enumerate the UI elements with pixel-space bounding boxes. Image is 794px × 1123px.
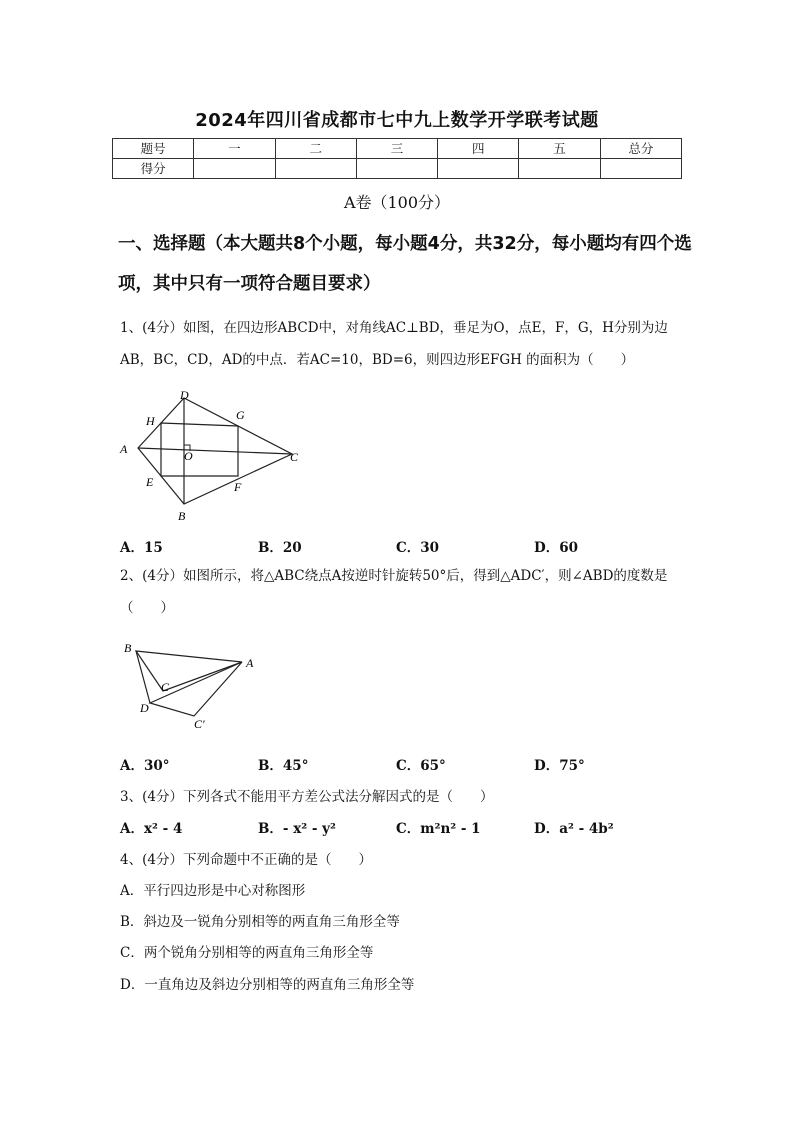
q1-option-c: C．30 — [396, 540, 440, 556]
score-cell — [194, 159, 275, 179]
q4-option-c: C．两个锐角分别相等的两直角三角形全等 — [120, 945, 374, 961]
q2-label-d: D — [140, 701, 149, 715]
score-header-cell: 四 — [438, 139, 519, 159]
score-header-cell: 五 — [519, 139, 600, 159]
question-2-figure — [116, 636, 276, 736]
score-cell — [438, 159, 519, 179]
score-table-header-row — [113, 139, 682, 159]
question-4-text: 4、(4分）下列命题中不正确的是（ ） — [120, 852, 372, 868]
document-title: 2024年四川省成都市七中九上数学开学联考试题 — [195, 110, 599, 131]
score-cell — [275, 159, 356, 179]
q1-label-d: D — [180, 388, 189, 402]
q2-option-a: A．30° — [120, 758, 170, 774]
q1-option-b: B．20 — [258, 540, 302, 556]
section-heading: 一、选择题（本大题共8个小题，每小题4分，共32分，每小题均有四个选项，其中只有一项符合题目要求） — [118, 234, 692, 294]
q4-option-d: D．一直角边及斜边分别相等的两直角三角形全等 — [120, 977, 415, 993]
q2-label-c-prime: C′ — [194, 717, 205, 731]
q1-label-a: A — [120, 442, 128, 456]
score-cell — [600, 159, 681, 179]
q1-label-b: B — [178, 509, 186, 523]
score-cell — [519, 159, 600, 179]
score-table-score-row — [113, 159, 682, 179]
q1-label-o: O — [184, 449, 193, 463]
q1-option-d: D．60 — [534, 540, 578, 556]
score-header-cell: 总分 — [600, 139, 681, 159]
score-table — [112, 138, 682, 179]
score-cell — [356, 159, 437, 179]
q3-option-c: C．m²n² - 1 — [396, 821, 481, 837]
q4-option-b: B．斜边及一锐角分别相等的两直角三角形全等 — [120, 914, 400, 930]
q1-option-a: A．15 — [120, 540, 163, 556]
q1-label-c: C — [290, 450, 299, 464]
q2-label-c: C — [161, 680, 170, 694]
q3-option-d: D．a² - 4b² — [534, 821, 614, 837]
score-header-cell: 一 — [194, 139, 275, 159]
score-header-cell: 题号 — [113, 139, 194, 159]
q2-option-c: C．65° — [396, 758, 446, 774]
question-1-figure — [112, 384, 312, 524]
q1-label-g: G — [236, 408, 245, 422]
q1-label-e: E — [146, 475, 154, 489]
question-1-text: 1、(4分）如图，在四边形ABCD中，对角线AC⊥BD，垂足为O，点E，F，G，H分别为边AB，BC，CD，AD的中点．若AC=10，BD=6，则四边形EFGH 的面积为（ ） — [120, 320, 668, 368]
q2-label-a: A — [246, 656, 254, 670]
q1-label-f: F — [234, 480, 242, 494]
q3-option-a: A．x² - 4 — [120, 821, 183, 837]
question-2-text: 2、(4分）如图所示，将△ABC绕点A按逆时针旋转50°后，得到△ADC′，则∠ABD的度数是（ ） — [120, 568, 668, 616]
q2-option-b: B．45° — [258, 758, 309, 774]
score-header-cell: 三 — [356, 139, 437, 159]
part-label: A卷（100分） — [343, 193, 451, 212]
q3-option-b: B．- x² - y² — [258, 821, 336, 837]
score-row-label: 得分 — [113, 159, 194, 179]
q4-option-a: A．平行四边形是中心对称图形 — [120, 883, 306, 899]
q1-label-h: H — [146, 414, 155, 428]
score-header-cell: 二 — [275, 139, 356, 159]
q2-option-d: D．75° — [534, 758, 585, 774]
q2-label-b: B — [124, 641, 132, 655]
question-3-text: 3、(4分）下列各式不能用平方差公式法分解因式的是（ ） — [120, 789, 494, 805]
